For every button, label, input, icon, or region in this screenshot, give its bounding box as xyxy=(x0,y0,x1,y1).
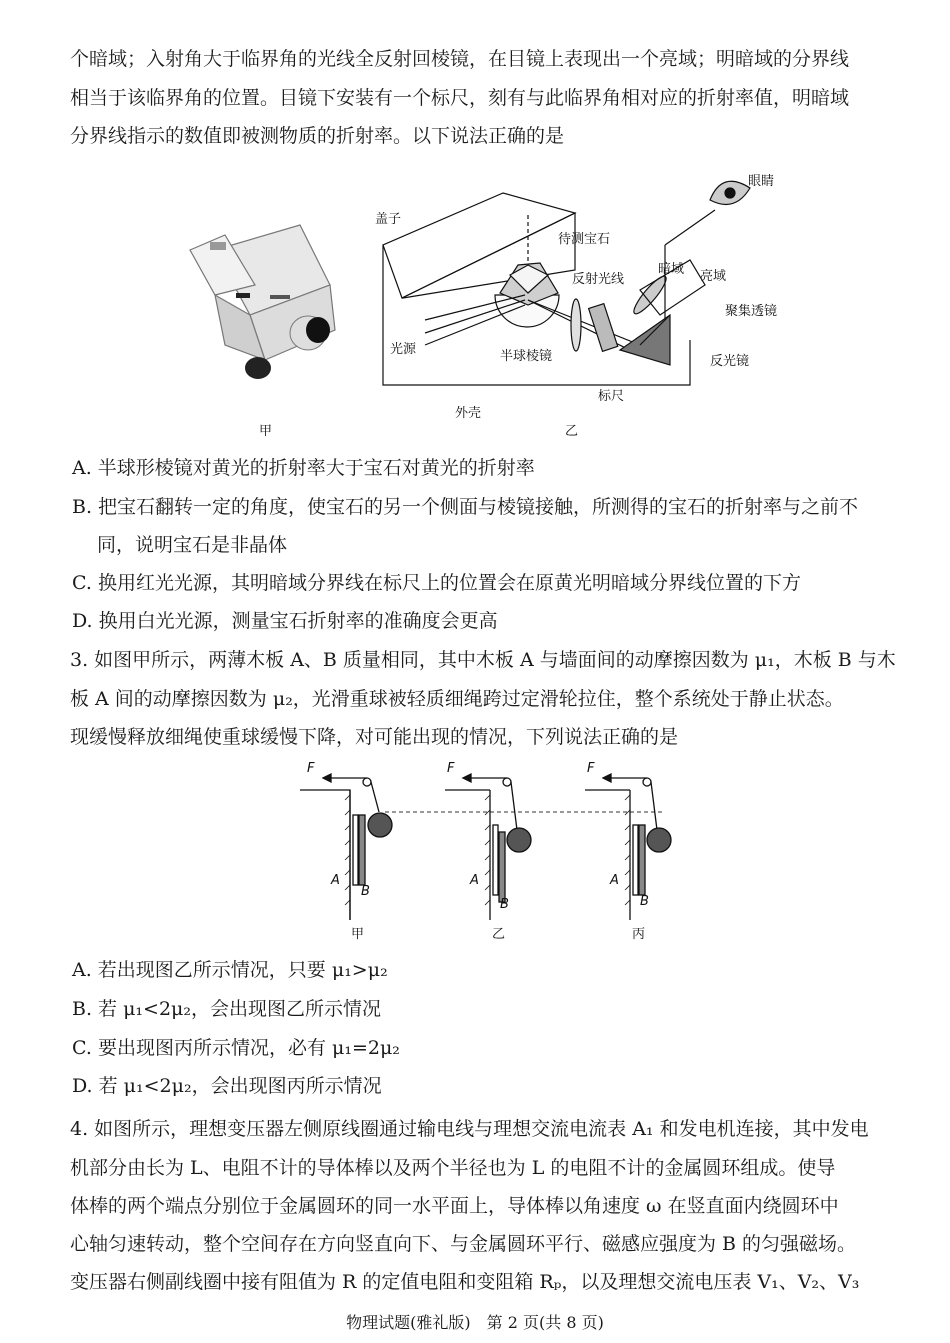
caption-jia: 甲 xyxy=(259,424,273,439)
board-b-label: B xyxy=(361,884,370,899)
panel-bing xyxy=(585,774,671,920)
caption-jia: 甲 xyxy=(351,927,365,942)
caption-bing: 丙 xyxy=(632,927,646,942)
label-mirror: 反光镜 xyxy=(710,354,750,369)
q3-stem: 3. 如图甲所示，两薄木板 A、B 质量相同，其中木板 A 与墙面间的动摩擦因数为 μ₁，木板 B 与木 xyxy=(70,649,896,671)
q2-option-b: B. 把宝石翻转一定的角度，使宝石的另一个侧面与棱镜接触，所测得的宝石的折射率与之前不 xyxy=(72,496,859,518)
panel-yi xyxy=(445,774,531,920)
page-footer: 物理试题(雅礼版) 第 2 页(共 8 页) xyxy=(346,1313,604,1332)
label-gem: 待测宝石 xyxy=(558,232,611,247)
q3-stem: 现缓慢释放细绳使重球缓慢下降，对可能出现的情况，下列说法正确的是 xyxy=(70,726,679,748)
label-reflected-light: 反射光线 xyxy=(572,272,625,287)
q2-option-a: A. 半球形棱镜对黄光的折射率大于宝石对黄光的折射率 xyxy=(72,457,535,479)
label-scale: 标尺 xyxy=(598,389,625,404)
board-b-label: B xyxy=(640,894,649,909)
wall-board-figure xyxy=(295,760,675,950)
paragraph-line: 分界线指示的数值即被测物质的折射率。以下说法正确的是 xyxy=(70,125,565,147)
label-lens: 聚集透镜 xyxy=(725,304,778,319)
refractometer-photo xyxy=(190,225,335,379)
q3-option-d: D. 若 μ₁<2μ₂，会出现图丙所示情况 xyxy=(72,1075,382,1097)
caption-yi: 乙 xyxy=(565,424,579,439)
q2-option-c: C. 换用红光光源，其明暗域分界线在标尺上的位置会在原黄光明暗域分界线位置的下方 xyxy=(72,572,801,594)
q3-stem: 板 A 间的动摩擦因数为 μ₂，光滑重球被轻质细绳跨过定滑轮拉住，整个系统处于静止状态。 xyxy=(70,688,844,710)
force-label: F xyxy=(307,761,315,776)
q3-option-c: C. 要出现图丙所示情况，必有 μ₁=2μ₂ xyxy=(72,1037,400,1059)
q3-option-a: A. 若出现图乙所示情况，只要 μ₁>μ₂ xyxy=(72,959,388,981)
q4-stem: 心轴匀速转动，整个空间存在方向竖直向下、与金属圆环平行、磁感应强度为 B 的匀强磁场。 xyxy=(70,1233,857,1255)
label-dark-region: 暗域 xyxy=(658,262,685,277)
paragraph-line: 个暗域；入射角大于临界角的光线全反射回棱镜，在目镜上表现出一个亮域；明暗域的分界线 xyxy=(70,48,850,70)
label-prism: 半球棱镜 xyxy=(500,349,553,364)
label-shell: 外壳 xyxy=(455,406,482,421)
label-bright-region: 亮域 xyxy=(700,269,727,284)
q4-stem: 4. 如图所示，理想变压器左侧原线圈通过输电线与理想交流电流表 A₁ 和发电机连接，其中发电 xyxy=(70,1118,869,1140)
label-lid: 盖子 xyxy=(375,212,402,227)
refractometer-figure xyxy=(170,165,820,450)
q3-option-b: B. 若 μ₁<2μ₂，会出现图乙所示情况 xyxy=(72,998,382,1020)
q4-stem: 机部分由长为 L、电阻不计的导体棒以及两个半径也为 L 的电阻不计的金属圆环组成。使导 xyxy=(70,1157,836,1179)
q4-stem: 变压器右侧副线圈中接有阻值为 R 的定值电阻和变阻箱 Rₚ，以及理想交流电压表 V₁、V₂、V₃ xyxy=(70,1271,860,1293)
caption-yi: 乙 xyxy=(492,927,506,942)
q2-option-b-cont: 同，说明宝石是非晶体 xyxy=(97,534,288,556)
force-label: F xyxy=(587,761,595,776)
force-label: F xyxy=(447,761,455,776)
panel-jia xyxy=(300,774,392,920)
q4-stem: 体棒的两个端点分别位于金属圆环的同一水平面上，导体棒以角速度 ω 在竖直面内绕圆环中 xyxy=(70,1195,839,1217)
board-a-label: A xyxy=(610,873,619,888)
board-a-label: A xyxy=(470,873,479,888)
board-a-label: A xyxy=(331,873,340,888)
label-light-source: 光源 xyxy=(390,342,417,357)
paragraph-line: 相当于该临界角的位置。目镜下安装有一个标尺，刻有与此临界角相对应的折射率值，明暗域 xyxy=(70,87,850,109)
board-b-label: B xyxy=(500,897,509,912)
label-eye: 眼睛 xyxy=(748,174,775,189)
refractometer-diagram xyxy=(383,181,750,385)
q2-option-d: D. 换用白光光源，测量宝石折射率的准确度会更高 xyxy=(72,610,498,632)
